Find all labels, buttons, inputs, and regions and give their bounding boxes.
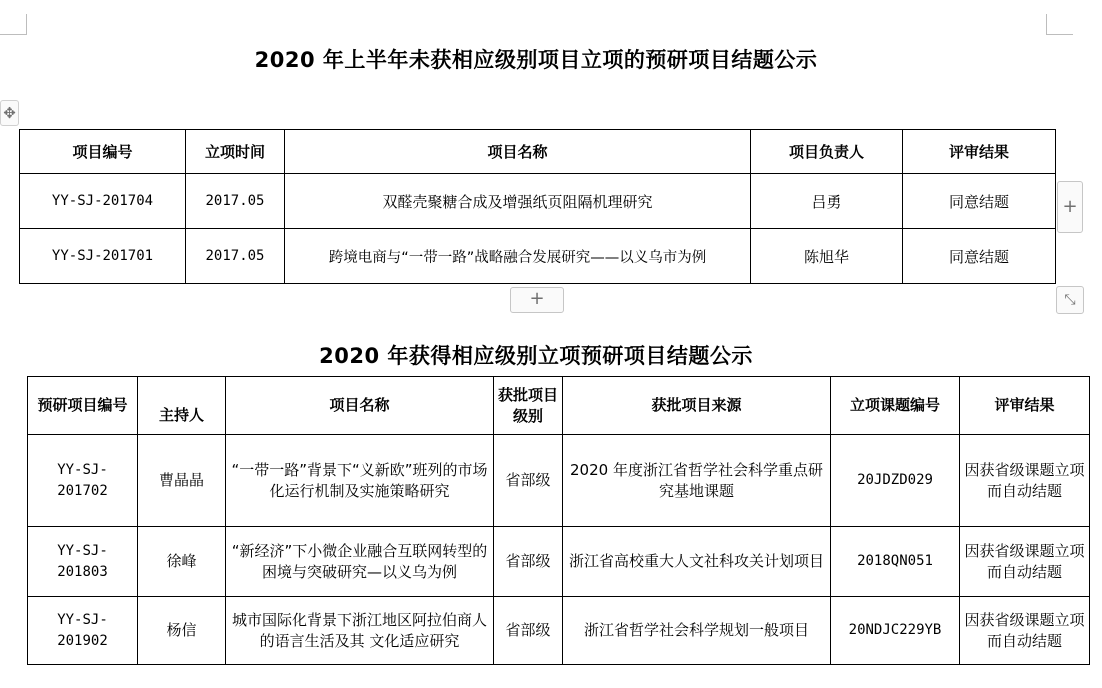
move-arrows-icon[interactable]: ✥ (0, 100, 19, 126)
col-header-leader: 项目负责人 (751, 130, 903, 174)
table-header-row (20, 130, 1056, 174)
page-corner-mark-left (0, 14, 27, 35)
cell-result: 因获省级课题立项而自动结题 (960, 597, 1090, 665)
col-header-approval-source: 获批项目来源 (563, 377, 831, 435)
cell-host: 杨信 (138, 597, 226, 665)
table-funded-projects (27, 376, 1090, 665)
cell-approval-source: 浙江省高校重大人文社科攻关计划项目 (563, 527, 831, 597)
cell-approval-source: 2020 年度浙江省哲学社会科学重点研究基地课题 (563, 435, 831, 527)
cell-project-name: “新经济”下小微企业融合互联网转型的困境与突破研究—以义乌为例 (226, 527, 494, 597)
document-title-1: 2020 年上半年未获相应级别项目立项的预研项目结题公示 (254, 48, 818, 72)
document-title-2: 2020 年获得相应级别立项预研项目结题公示 (319, 344, 753, 368)
add-column-plus-icon[interactable]: + (1057, 181, 1083, 233)
cell-host: 徐峰 (138, 527, 226, 597)
cell-leader: 吕勇 (751, 174, 903, 229)
cell-leader: 陈旭华 (751, 229, 903, 284)
cell-start-date: 2017.05 (186, 174, 285, 229)
col-header-start-date: 立项时间 (186, 130, 285, 174)
add-row-plus-icon[interactable]: + (510, 287, 564, 313)
cell-approval-level: 省部级 (494, 527, 563, 597)
col-header-project-number: 预研项目编号 (28, 377, 138, 435)
col-header-host: 主持人 (138, 377, 226, 435)
cell-grant-number: 2018QN051 (831, 527, 960, 597)
cell-result: 因获省级课题立项而自动结题 (960, 435, 1090, 527)
col-header-approval-level: 获批项目级别 (494, 377, 563, 435)
cell-result: 同意结题 (903, 229, 1056, 284)
table-header-row (28, 377, 1090, 435)
table-row (28, 527, 1090, 597)
cell-result: 因获省级课题立项而自动结题 (960, 527, 1090, 597)
col-header-grant-number: 立项课题编号 (831, 377, 960, 435)
col-header-result: 评审结果 (960, 377, 1090, 435)
col-header-project-name: 项目名称 (226, 377, 494, 435)
cell-grant-number: 20JDZD029 (831, 435, 960, 527)
cell-approval-level: 省部级 (494, 435, 563, 527)
cell-host: 曹晶晶 (138, 435, 226, 527)
cell-project-number: YY-SJ-201704 (20, 174, 186, 229)
page-corner-mark-right (1046, 14, 1073, 35)
cell-project-name: 双醛壳聚糖合成及增强纸页阻隔机理研究 (285, 174, 751, 229)
cell-project-name: 城市国际化背景下浙江地区阿拉伯商人的语言生活及其 文化适应研究 (226, 597, 494, 665)
col-header-result: 评审结果 (903, 130, 1056, 174)
table-row (20, 174, 1056, 229)
cell-result: 同意结题 (903, 174, 1056, 229)
cell-grant-number: 20NDJC229YB (831, 597, 960, 665)
table-row (20, 229, 1056, 284)
table-row (28, 435, 1090, 527)
cell-project-number: YY-SJ-201702 (28, 435, 138, 527)
cell-approval-level: 省部级 (494, 597, 563, 665)
cell-project-number: YY-SJ-201803 (28, 527, 138, 597)
cell-project-name: “一带一路”背景下“义新欧”班列的市场化运行机制及实施策略研究 (226, 435, 494, 527)
cell-approval-source: 浙江省哲学社会科学规划一般项目 (563, 597, 831, 665)
cell-project-number: YY-SJ-201902 (28, 597, 138, 665)
cell-project-number: YY-SJ-201701 (20, 229, 186, 284)
diagonal-resize-icon[interactable]: ⤡ (1056, 286, 1084, 314)
col-header-project-name: 项目名称 (285, 130, 751, 174)
cell-project-name: 跨境电商与“一带一路”战略融合发展研究——以义乌市为例 (285, 229, 751, 284)
table-row (28, 597, 1090, 665)
col-header-project-number: 项目编号 (20, 130, 186, 174)
table-unfunded-projects (19, 129, 1056, 284)
cell-start-date: 2017.05 (186, 229, 285, 284)
